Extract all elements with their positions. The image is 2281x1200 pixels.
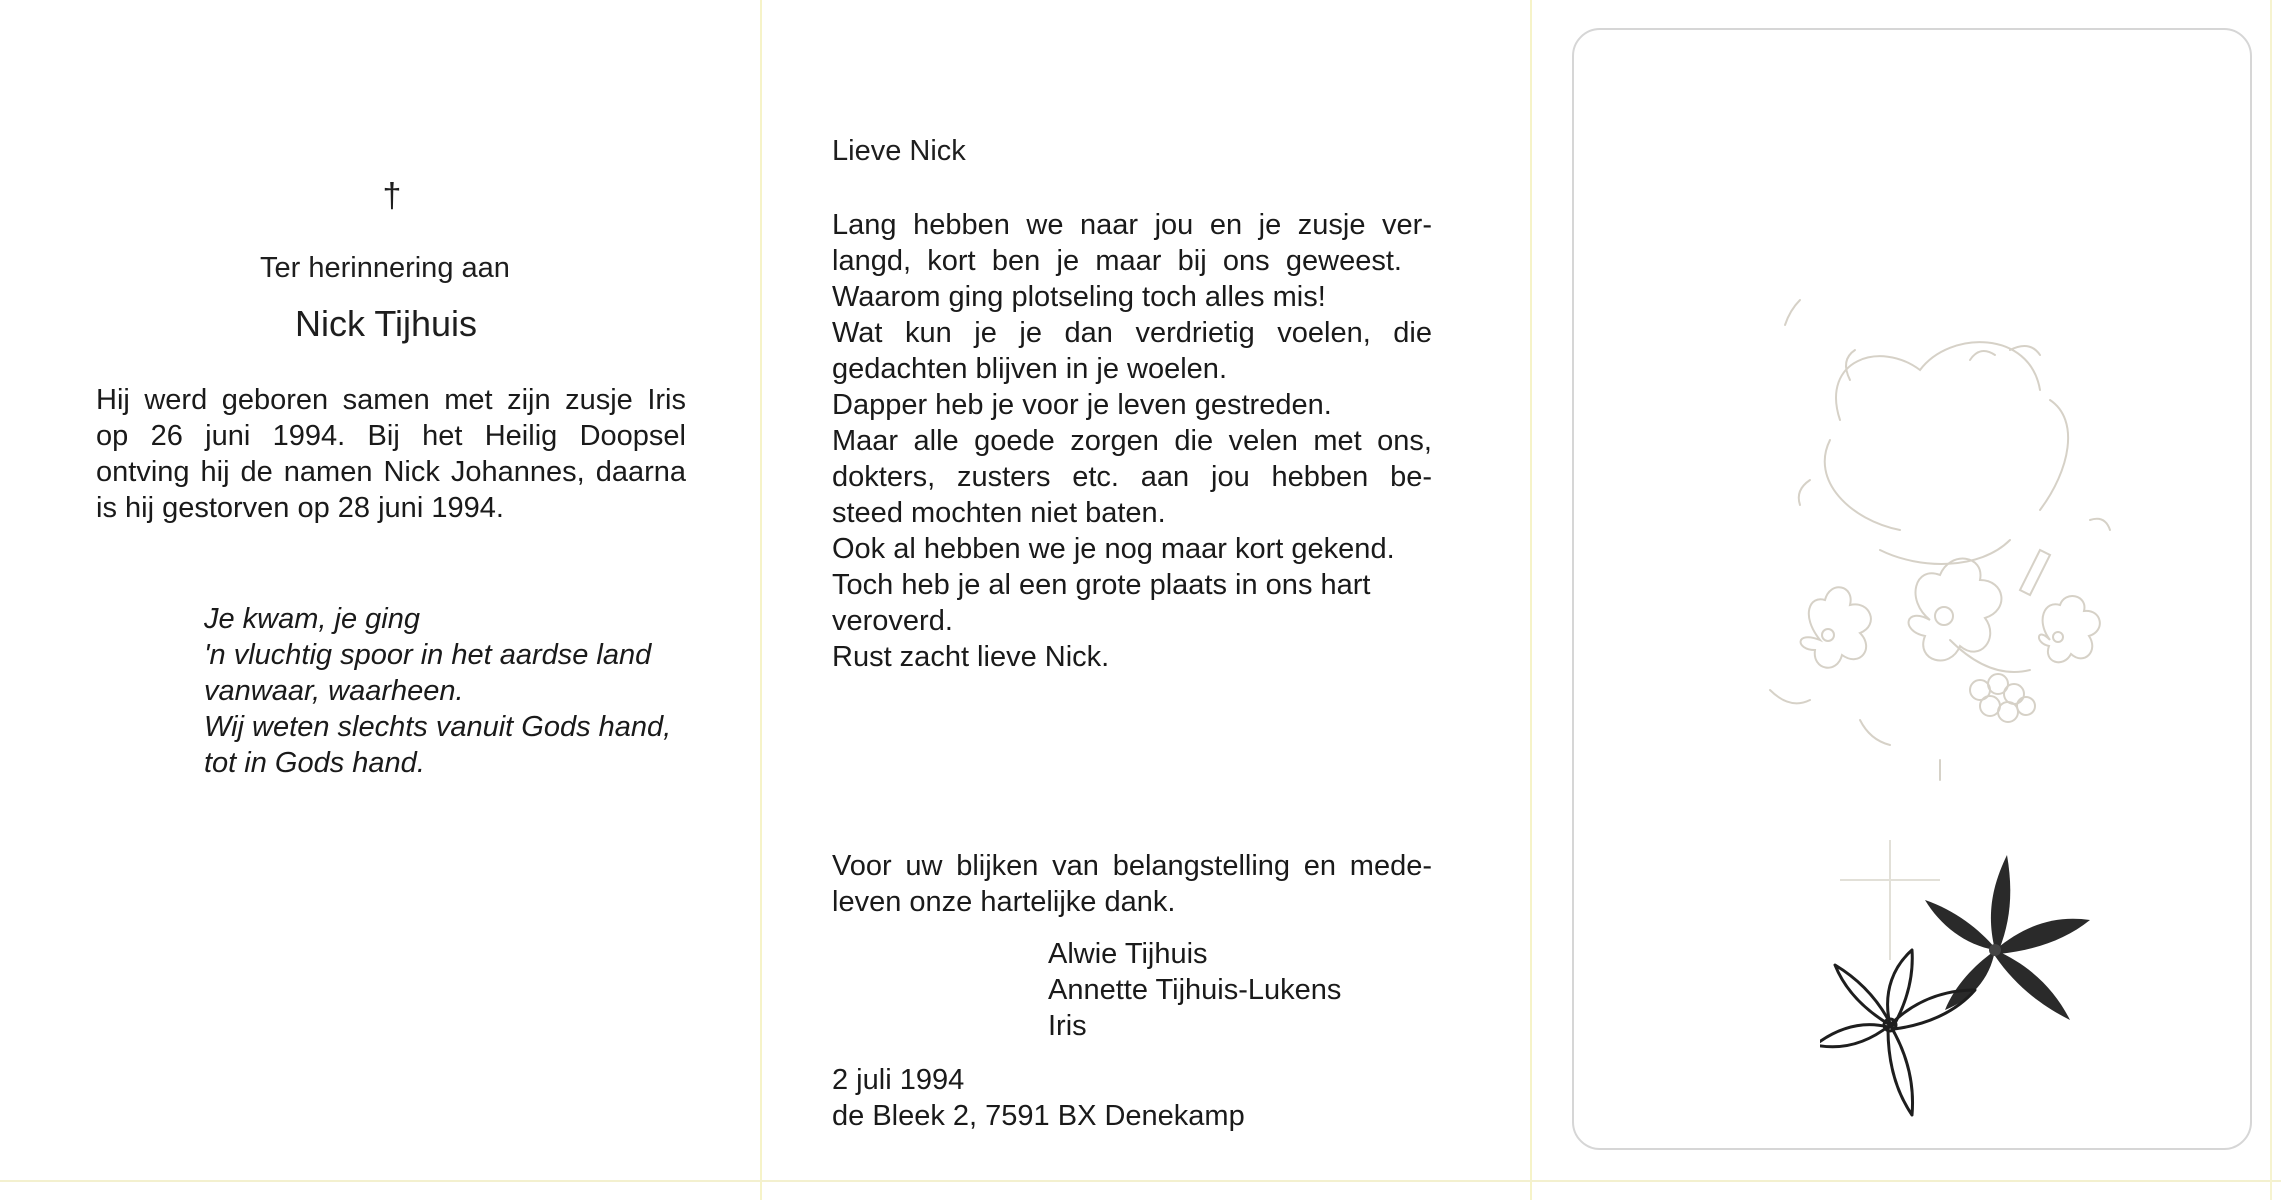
bio-paragraph: [96, 382, 686, 526]
thanks-paragraph: [832, 848, 1432, 920]
signers: [1048, 936, 1341, 1044]
letter-line: dokters, zusters etc. aan jou hebben be-: [832, 461, 1432, 493]
letter-line: Maar alle goede zorgen die velen met ons,: [832, 425, 1432, 457]
letter-line: Ook al hebben we je nog maar kort gekend.: [832, 533, 1395, 565]
right-panel: [1540, 0, 2281, 1200]
bio-line: ontving hij de namen Nick Johannes, daarna: [96, 456, 686, 488]
signer-name: Alwie Tijhuis: [1048, 938, 1208, 970]
fold-line-left: [760, 0, 762, 1200]
remember-heading: Ter herinnering aan: [260, 252, 510, 284]
thanks-line: leven onze hartelijke dank.: [832, 886, 1176, 918]
poem-line: Wij weten slechts vanuit Gods hand,: [204, 711, 672, 743]
letter-line: Rust zacht lieve Nick.: [832, 641, 1110, 673]
letter-line: Lang hebben we naar jou en je zusje ver-: [832, 209, 1432, 241]
letter-line: steed mochten niet baten.: [832, 497, 1166, 529]
card-address: de Bleek 2, 7591 BX Denekamp: [832, 1100, 1245, 1132]
date-address: [832, 1062, 1245, 1134]
letter-line: gedachten blijven in je woelen.: [832, 353, 1227, 385]
poem-line: Je kwam, je ging: [204, 603, 420, 635]
left-panel: [0, 0, 760, 1200]
letter-greeting: Lieve Nick: [832, 135, 966, 167]
bio-line: is hij gestorven op 28 juni 1994.: [96, 492, 504, 524]
flower-pair-icon: [1820, 820, 2120, 1140]
letter-line: Waarom ging plotseling toch alles mis!: [832, 281, 1326, 313]
cross-mark: †: [382, 177, 402, 215]
card-date: 2 juli 1994: [832, 1064, 965, 1096]
letter-line: Toch heb je al een grote plaats in ons hart: [832, 569, 1371, 601]
poem-line: tot in Gods hand.: [204, 747, 425, 779]
bio-line: op 26 juni 1994. Bij het Heilig Doopsel: [96, 420, 686, 452]
letter-line: veroverd.: [832, 605, 953, 637]
embossed-flower-bouquet-icon: [1710, 220, 2190, 800]
middle-panel: [780, 0, 1540, 1200]
poem-line: 'n vluchtig spoor in het aardse land: [204, 639, 652, 671]
letter-line: langd, kort ben je maar bij ons geweest.: [832, 245, 1402, 277]
thanks-line: Voor uw blijken van belangstelling en mede-: [832, 850, 1432, 882]
poem: [204, 601, 724, 781]
deceased-name: Nick Tijhuis: [295, 303, 478, 344]
bio-line: Hij werd geboren samen met zijn zusje Iris: [96, 384, 686, 416]
poem-line: vanwaar, waarheen.: [204, 675, 464, 707]
signer-name: Annette Tijhuis-Lukens: [1048, 974, 1342, 1006]
letter-line: Dapper heb je voor je leven gestreden.: [832, 389, 1332, 421]
letter-line: Wat kun je je dan verdrietig voelen, die: [832, 317, 1432, 349]
letter-body: [832, 207, 1432, 675]
signer-name: Iris: [1048, 1010, 1087, 1042]
